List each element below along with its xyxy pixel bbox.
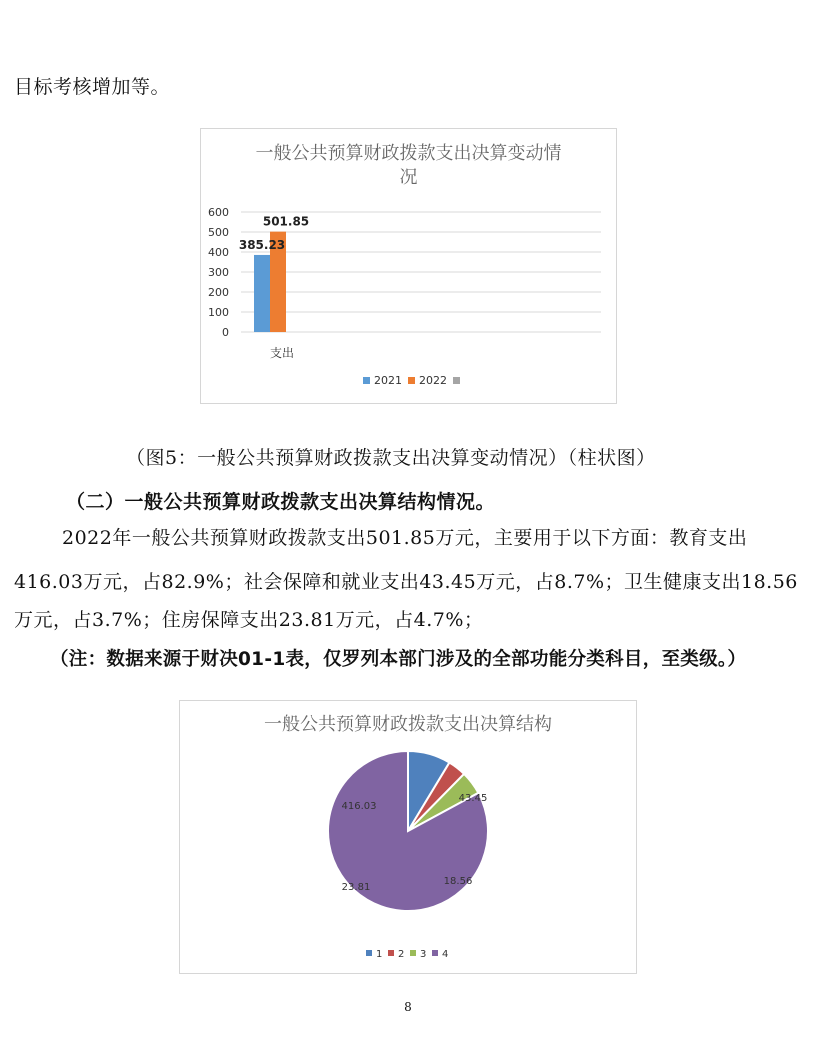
bar-chart-svg [201, 129, 616, 403]
bar-legend-label: 2021 [374, 374, 402, 387]
bar-chart-title-line2: 况 [399, 167, 418, 188]
figure-caption: （图5：一般公共预算财政拨款支出决算变动情况）（柱状图） [126, 447, 656, 469]
bar-legend-swatch [453, 377, 460, 384]
pie-chart-frame [179, 700, 637, 974]
pie-legend-label: 1 [376, 949, 383, 960]
bar-ytick-label: 400 [208, 246, 229, 259]
bar-legend-swatch [408, 377, 415, 384]
bar-ytick-label: 500 [208, 226, 229, 239]
pie-data-label: 43.45 [458, 793, 488, 804]
bar-category-label: 支出 [269, 346, 295, 360]
body-text-line: 目标考核增加等。 [14, 76, 171, 98]
pie-chart-title: 一般公共预算财政拨款支出决算结构 [264, 714, 552, 735]
pie-legend-swatch [432, 950, 438, 956]
paragraph-line-1: 2022年一般公共预算财政拨款支出501.85万元，主要用于以下方面：教育支出 [62, 527, 748, 549]
bar-chart-title-line1: 一般公共预算财政拨款支出决算变动情 [255, 143, 562, 164]
bar-legend-swatch [363, 377, 370, 384]
pie-legend-swatch [410, 950, 416, 956]
pie-legend-label: 2 [398, 949, 405, 960]
section-heading: （二）一般公共预算财政拨款支出决算结构情况。 [66, 491, 496, 513]
pie-data-label: 416.03 [341, 801, 377, 812]
bar-mark [254, 255, 270, 332]
paragraph-line-3: 万元，占3.7%；住房保障支出23.81万元，占4.7%； [14, 609, 484, 631]
pie-legend-label: 3 [420, 949, 427, 960]
data-source-note: （注：数据来源于财决01-1表，仅罗列本部门涉及的全部功能分类科目，至类级。） [50, 649, 747, 670]
page-number: 8 [404, 1000, 412, 1014]
bar-chart-frame [200, 128, 617, 404]
bar-ytick-label: 300 [208, 266, 229, 279]
bar-ytick-label: 0 [222, 326, 229, 339]
bar-legend-label: 2022 [419, 374, 447, 387]
paragraph-line-2: 416.03万元，占82.9%；社会保障和就业支出43.45万元，占8.7%；卫生健康支出18.56 [14, 571, 798, 593]
bar-data-label: 385.23 [238, 237, 286, 252]
bar-data-label: 501.85 [262, 214, 310, 229]
bar-ytick-label: 600 [208, 206, 229, 219]
pie-data-label: 18.56 [443, 876, 473, 887]
pie-chart-svg [180, 701, 636, 973]
pie-legend-swatch [366, 950, 372, 956]
pie-data-label: 23.81 [341, 882, 371, 893]
bar-ytick-label: 100 [208, 306, 229, 319]
pie-legend-label: 4 [442, 949, 449, 960]
pie-legend-swatch [388, 950, 394, 956]
bar-ytick-label: 200 [208, 286, 229, 299]
